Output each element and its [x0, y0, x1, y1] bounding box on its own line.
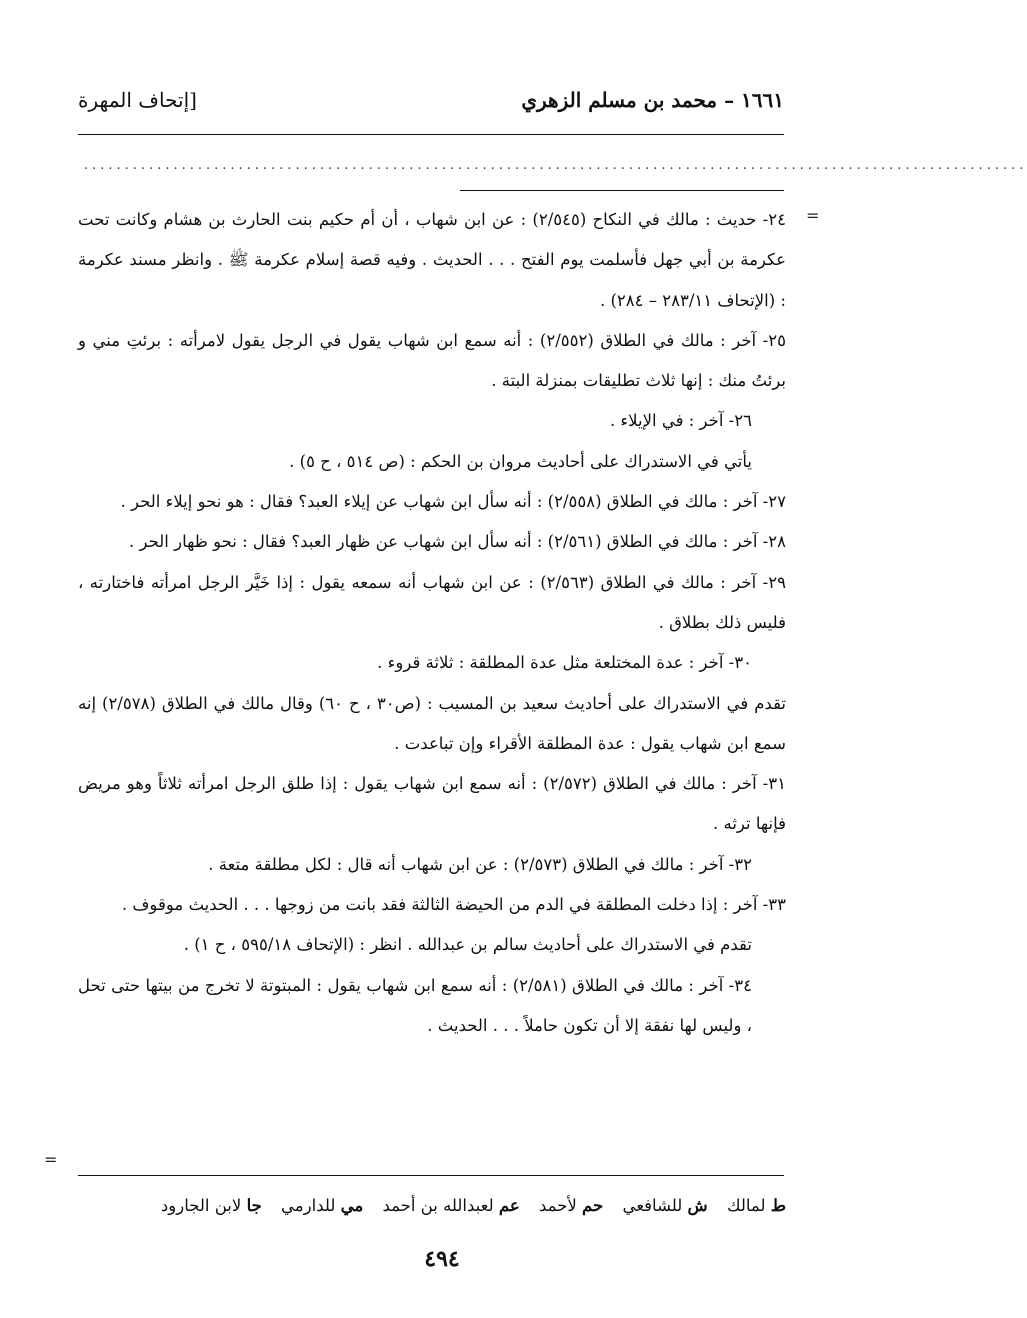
margin-mark-top: = — [806, 206, 820, 225]
abbr-code: حم — [582, 1196, 604, 1215]
paragraph-29: ٢٩- آخر : مالك في الطلاق (٢/٥٦٣) : عن ابن شهاب أنه سمعه يقول : إذا خَيَّر الرجل امرأته فاختارته ، فليس ذلك بطلاق . — [78, 572, 786, 632]
header-rule — [78, 134, 784, 135]
abbr-item — [382, 1196, 519, 1215]
abbr-item — [622, 1196, 707, 1215]
abbr-item — [161, 1196, 262, 1215]
main-text — [78, 200, 786, 1046]
page-number: ٤٩٤ — [424, 1246, 460, 1272]
abbr-meaning: لمالك — [726, 1196, 766, 1215]
footer-rule — [78, 1175, 784, 1176]
abbr-code: ط — [770, 1196, 786, 1215]
margin-mark-bottom: = — [44, 1150, 58, 1169]
paragraph-30: ٣٠- آخر : عدة المختلعة مثل عدة المطلقة : ثلاثة قروء . — [377, 653, 752, 673]
header-book-name: [إتحاف المهرة — [78, 88, 197, 112]
paragraph-28: ٢٨- آخر : مالك في الطلاق (٢/٥٦١) : أنه سأل ابن شهاب عن ظهار العبد؟ فقال : نحو ظهار الحر . — [129, 532, 786, 552]
abbr-code: مي — [340, 1196, 364, 1215]
abbr-item — [281, 1196, 363, 1215]
abbr-code: ش — [687, 1196, 708, 1215]
abbr-meaning: للشافعي — [622, 1196, 683, 1215]
paragraph-27: ٢٧- آخر : مالك في الطلاق (٢/٥٥٨) : أنه سأل ابن شهاب عن إيلاء العبد؟ فقال : هو نحو إيلاء الحر . — [120, 492, 786, 512]
paragraph-26-note: يأتي في الاستدراك على أحاديث مروان بن الحكم : (ص ٥١٤ ، ح ٥) . — [289, 451, 752, 471]
abbreviation-key — [78, 1190, 786, 1222]
abbr-code: جا — [246, 1196, 262, 1215]
paragraph-30-note: تقدم في الاستدراك على أحاديث سعيد بن المسيب : (ص٣٠ ، ح ٦٠) وقال مالك في الطلاق (٢/٥٧٨) إنه سمع ابن شهاب يقول : عدة المطلقة الأقراء وإن تباعدت . — [78, 693, 787, 753]
header-title: ١٦٦١ – محمد بن مسلم الزهري — [521, 88, 784, 112]
running-header — [78, 88, 784, 124]
paragraph-24: ٢٤- حديث : مالك في النكاح (٢/٥٤٥) : عن ابن شهاب ، أن أم حكيم بنت الحارث بن هشام وكانت تحت عكرمة بن أبي جهل فأسلمت يوم الفتح . . . الحديث . وفيه قصة إسلام عكرمة ﷺ . وانظر مسند عكرمة : (الإتحاف ٢٨٣/١١ – ٢٨٤) . — [78, 210, 786, 310]
dotted-separator: .................................................................................................................... — [84, 158, 1027, 173]
paragraph-32: ٣٢- آخر : مالك في الطلاق (٢/٥٧٣) : عن ابن شهاب أنه قال : لكل مطلقة متعة . — [208, 854, 752, 874]
abbr-meaning: للدارمي — [281, 1196, 336, 1215]
paragraph-31: ٣١- آخر : مالك في الطلاق (٢/٥٧٢) : أنه سمع ابن شهاب يقول : إذا طلق الرجل امرأته ثلاثاً وهو مريض فإنها ترثه . — [78, 774, 786, 834]
paragraph-25: ٢٥- آخر : مالك في الطلاق (٢/٥٥٢) : أنه سمع ابن شهاب يقول في الرجل يقول لامرأته : برئتِ مني و برئتُ منك : إنها ثلاث تطليقات بمنزلة البتة . — [78, 330, 786, 391]
abbr-item — [539, 1196, 603, 1215]
paragraph-33: ٣٣- آخر : إذا دخلت المطلقة في الدم من الحيضة الثالثة فقد بانت من زوجها . . . الحديث موقوف . — [121, 895, 786, 915]
short-rule — [460, 190, 784, 191]
abbr-meaning: لأحمد — [538, 1196, 577, 1215]
paragraph-33-note: تقدم في الاستدراك على أحاديث سالم بن عبدالله . انظر : (الإتحاف ٥٩٥/١٨ ، ح ١) . — [183, 935, 752, 955]
abbr-meaning: لابن الجارود — [160, 1196, 242, 1215]
paragraph-34: ٣٤- آخر : مالك في الطلاق (٢/٥٨١) : أنه سمع ابن شهاب يقول : المبتوتة لا تخرج من بيتها حتى تحل ، وليس لها نفقة إلا أن تكون حاملاً . . . الحديث . — [78, 975, 752, 1035]
paragraph-26: ٢٦- آخر : في الإيلاء . — [609, 411, 752, 431]
abbr-item — [727, 1196, 786, 1215]
abbr-code: عم — [498, 1196, 520, 1215]
abbr-meaning: لعبدالله بن أحمد — [382, 1196, 494, 1215]
